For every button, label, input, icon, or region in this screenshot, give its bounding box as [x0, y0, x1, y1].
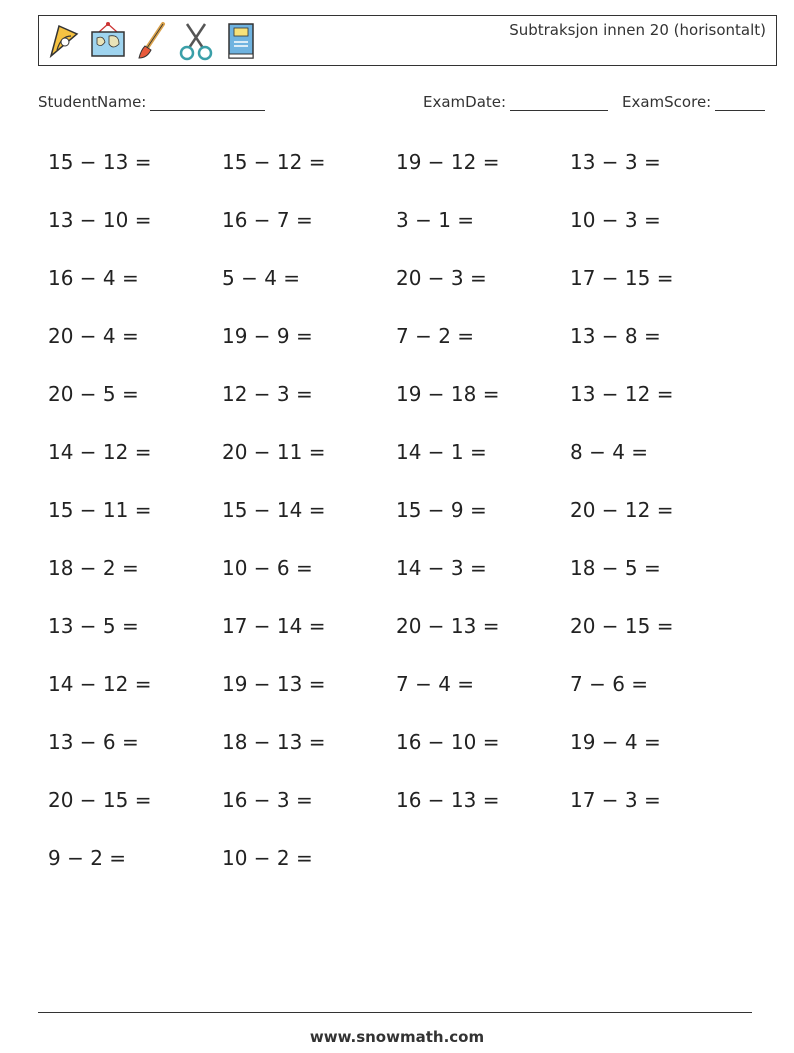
- problem-item: 20 − 12 =: [570, 498, 674, 522]
- problem-item: 14 − 1 =: [396, 440, 487, 464]
- problem-item: 15 − 13 =: [48, 150, 152, 174]
- exam-date-label: ExamDate:: [423, 93, 507, 111]
- exam-date-field[interactable]: [423, 93, 608, 111]
- worksheet-header: [38, 15, 777, 66]
- problem-item: 17 − 15 =: [570, 266, 674, 290]
- problem-item: 8 − 4 =: [570, 440, 649, 464]
- problem-item: 10 − 3 =: [570, 208, 661, 232]
- footer-divider: [38, 1012, 752, 1013]
- exam-date-line[interactable]: [510, 94, 608, 111]
- problem-item: 7 − 4 =: [396, 672, 475, 696]
- problem-item: 9 − 2 =: [48, 846, 127, 870]
- problem-item: 16 − 10 =: [396, 730, 500, 754]
- problem-item: 5 − 4 =: [222, 266, 301, 290]
- problem-item: 13 − 8 =: [570, 324, 661, 348]
- book-icon: [221, 20, 259, 62]
- problem-item: 14 − 12 =: [48, 440, 152, 464]
- scissors-icon: [177, 20, 215, 62]
- problem-item: 16 − 4 =: [48, 266, 139, 290]
- problem-item: 15 − 11 =: [48, 498, 152, 522]
- problem-item: 16 − 3 =: [222, 788, 313, 812]
- problem-item: 15 − 14 =: [222, 498, 326, 522]
- problem-item: 13 − 6 =: [48, 730, 139, 754]
- problem-item: 14 − 3 =: [396, 556, 487, 580]
- problem-item: 17 − 3 =: [570, 788, 661, 812]
- map-board-icon: [89, 20, 127, 62]
- problem-item: 13 − 5 =: [48, 614, 139, 638]
- problem-item: 19 − 18 =: [396, 382, 500, 406]
- problem-item: 19 − 12 =: [396, 150, 500, 174]
- problem-item: 20 − 15 =: [570, 614, 674, 638]
- student-name-label: StudentName:: [38, 93, 147, 111]
- problem-item: 15 − 12 =: [222, 150, 326, 174]
- problem-item: 20 − 11 =: [222, 440, 326, 464]
- problem-item: 15 − 9 =: [396, 498, 487, 522]
- problem-item: 7 − 6 =: [570, 672, 649, 696]
- problem-item: 10 − 6 =: [222, 556, 313, 580]
- problem-item: 16 − 13 =: [396, 788, 500, 812]
- problem-item: 20 − 5 =: [48, 382, 139, 406]
- problem-item: 19 − 9 =: [222, 324, 313, 348]
- paintbrush-icon: [133, 20, 171, 62]
- header-icons: [45, 20, 259, 62]
- footer-website: www.snowmath.com: [309, 1028, 485, 1046]
- problem-item: 3 − 1 =: [396, 208, 475, 232]
- problem-item: 19 − 13 =: [222, 672, 326, 696]
- problem-item: 13 − 12 =: [570, 382, 674, 406]
- problem-item: 20 − 15 =: [48, 788, 152, 812]
- problem-item: 18 − 5 =: [570, 556, 661, 580]
- problem-item: 20 − 4 =: [48, 324, 139, 348]
- student-name-field[interactable]: [38, 93, 265, 111]
- protractor-icon: [45, 20, 83, 62]
- problem-item: 16 − 7 =: [222, 208, 313, 232]
- problem-grid: [48, 142, 748, 896]
- student-name-line[interactable]: [150, 94, 265, 111]
- worksheet-title: Subtraksjon innen 20 (horisontalt): [509, 21, 766, 39]
- problem-item: 12 − 3 =: [222, 382, 313, 406]
- problem-item: 13 − 10 =: [48, 208, 152, 232]
- problem-item: 20 − 3 =: [396, 266, 487, 290]
- problem-item: 19 − 4 =: [570, 730, 661, 754]
- problem-item: 14 − 12 =: [48, 672, 152, 696]
- exam-score-line[interactable]: [715, 94, 765, 111]
- problem-item: 17 − 14 =: [222, 614, 326, 638]
- problem-item: 20 − 13 =: [396, 614, 500, 638]
- problem-item: 18 − 2 =: [48, 556, 139, 580]
- problem-item: 18 − 13 =: [222, 730, 326, 754]
- problem-item: 7 − 2 =: [396, 324, 475, 348]
- problem-item: 13 − 3 =: [570, 150, 661, 174]
- exam-score-field[interactable]: [622, 93, 765, 111]
- problem-item: 10 − 2 =: [222, 846, 313, 870]
- exam-score-label: ExamScore:: [622, 93, 712, 111]
